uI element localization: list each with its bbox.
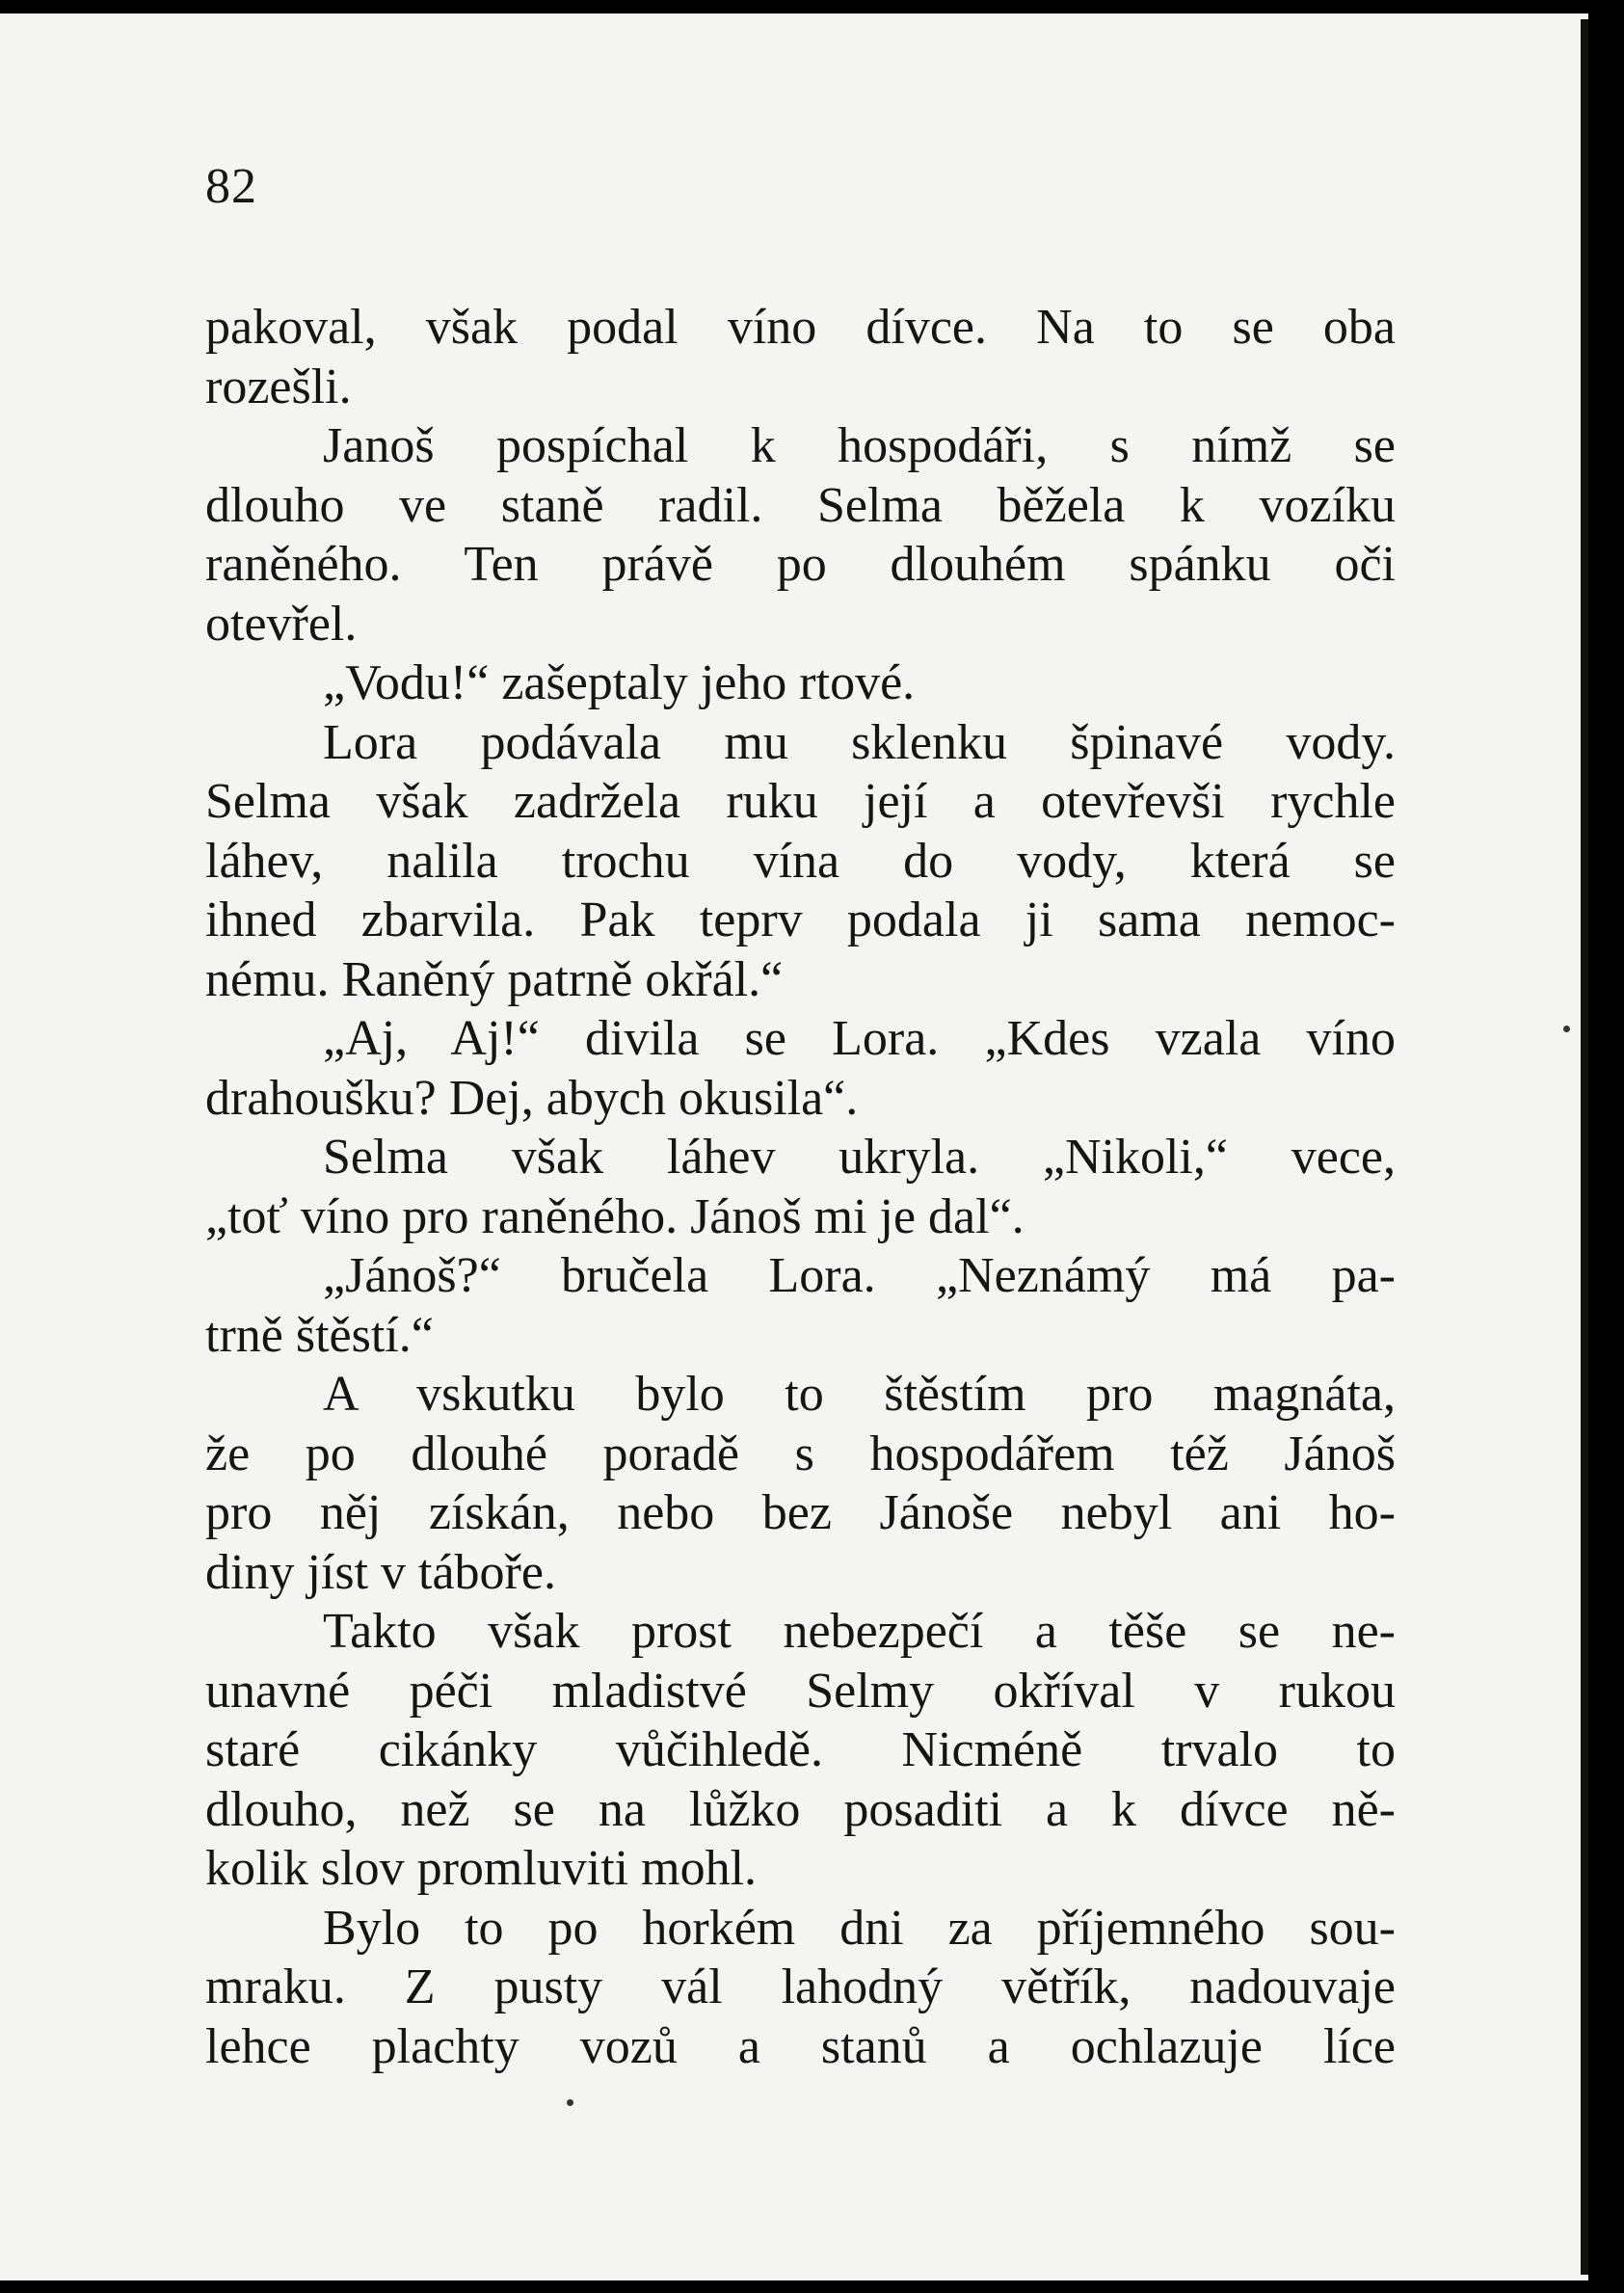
text-line: raněného. Ten právě po dlouhém spánku oči [205, 537, 1396, 592]
page-text [205, 298, 1396, 2076]
text-line: Selma však zadržela ruku její a otevřevši rychle [205, 774, 1396, 829]
print-speck [567, 2099, 573, 2106]
text-line: mraku. Z pusty vál lahodný větřík, nadouvaje [205, 1960, 1396, 2014]
text-line: diny jíst v táboře. [205, 1544, 556, 1600]
text-line: dlouho ve staně radil. Selma běžela k vozíku [205, 477, 1396, 533]
page-edge [1581, 19, 1588, 2275]
text-line: láhev, nalila trochu vína do vody, která se [205, 833, 1396, 889]
text-line: ihned zbarvila. Pak teprv podala ji sama nemoc- [205, 893, 1396, 947]
text-line: lehce plachty vozů a stanů a ochlazuje líce [205, 2018, 1396, 2074]
text-line: otevřel. [205, 596, 358, 652]
text-line: Lora podávala mu sklenku špinavé vody. [323, 714, 1396, 770]
text-line: „Jánoš?“ bručela Lora. „Neznámý má pa- [323, 1248, 1396, 1303]
text-line: že po dlouhé poradě s hospodářem též Jánoš [205, 1426, 1396, 1481]
text-line: drahoušku? Dej, abych okusila“. [205, 1070, 859, 1126]
text-line: staré cikánky vůčihledě. Nicméně trvalo to [205, 1722, 1396, 1777]
text-line: pro něj získán, nebo bez Jánoše nebyl ani ho- [205, 1485, 1396, 1540]
text-line: A vskutku bylo to štěstím pro magnáta, [323, 1367, 1396, 1422]
text-line: Janoš pospíchal k hospodáři, s nímž se [323, 418, 1396, 473]
text-line: dlouho, než se na lůžko posaditi a k dívce ně- [205, 1781, 1396, 1837]
print-speck [1563, 1026, 1570, 1032]
text-line: pakoval, však podal víno dívce. Na to se oba [205, 300, 1396, 355]
text-line: kolik slov promluviti mohl. [205, 1841, 758, 1896]
text-line: Bylo to po horkém dni za příjemného sou- [323, 1900, 1396, 1956]
text-line: trně štěstí.“ [205, 1307, 434, 1363]
text-line: nému. Raněný patrně okřál.“ [205, 951, 784, 1007]
text-line: „Aj, Aj!“ divila se Lora. „Kdes vzala víno [323, 1011, 1396, 1066]
book-page [0, 13, 1588, 2280]
text-line: Selma však láhev ukryla. „Nikoli,“ vece, [323, 1130, 1396, 1185]
page-number: 82 [205, 159, 257, 214]
text-line: Takto však prost nebezpečí a těše se ne- [323, 1604, 1396, 1659]
text-line: rozešli. [205, 359, 352, 414]
text-line: „Vodu!“ zašeptaly jeho rtové. [323, 655, 916, 710]
text-line: unavné péči mladistvé Selmy okříval v rukou [205, 1663, 1396, 1719]
text-line: „toť víno pro raněného. Jánoš mi je dal“. [205, 1188, 1025, 1244]
